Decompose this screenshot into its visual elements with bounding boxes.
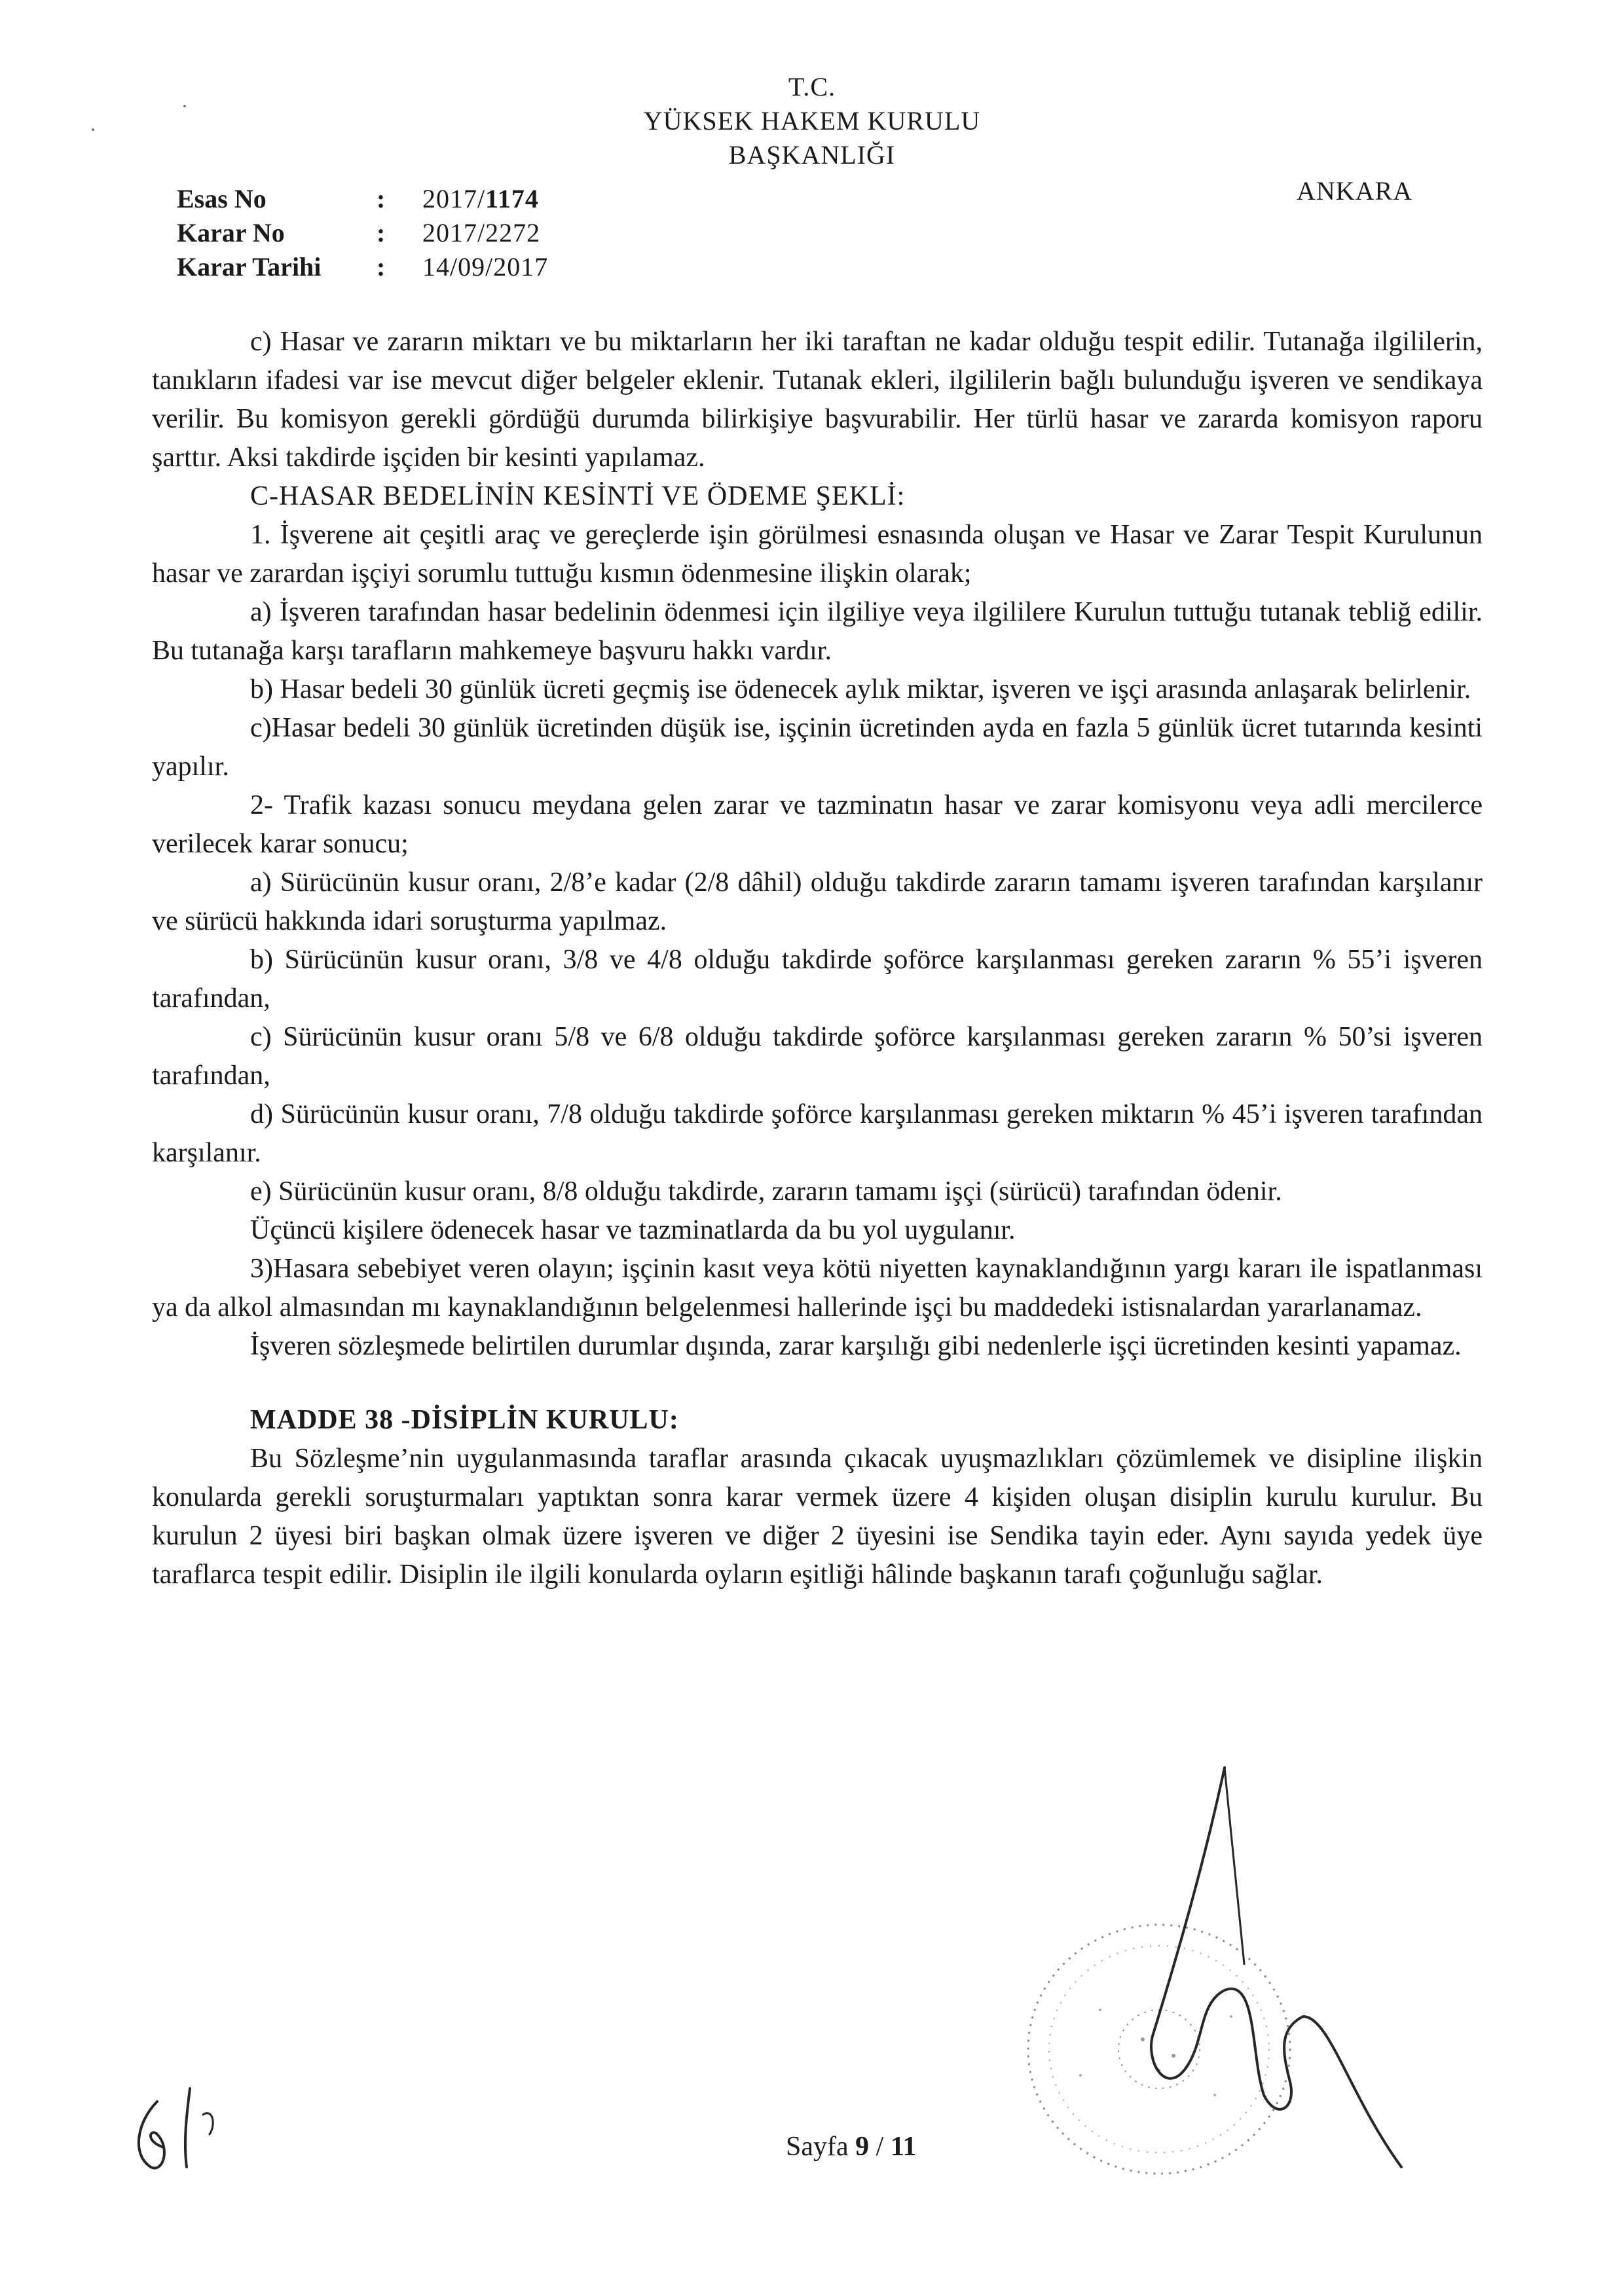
page-separator: / (876, 2132, 884, 2162)
paragraph-item-2c: c) Sürücünün kusur oranı 5/8 ve 6/8 olduğu takdirde şoförce karşılanması gereken zararın % 50’si işveren tarafından, (152, 1022, 1483, 1091)
header-presidency: BAŞKANLIĞI (728, 140, 896, 170)
karar-label: Karar No (177, 218, 285, 247)
paragraph-item-1b: b) Hasar bedeli 30 günlük ücreti geçmiş ise ödenecek aylık miktar, işveren ve işçi arasında anlaşarak belirlenir. (250, 674, 1471, 704)
case-metadata (177, 182, 548, 284)
initials-signature (118, 2075, 242, 2180)
page-current: 9 (855, 2132, 870, 2162)
paragraph-employer-deduction: İşveren sözleşmede belirtilen durumlar dışında, zarar karşılığı gibi nedenlerle işçi ücretinden kesinti yapamaz. (250, 1331, 1462, 1361)
paragraph-item-1: 1. İşverene ait çeşitli araç ve gereçlerde işin görülmesi esnasında oluşan ve Hasar ve Zarar Tespit Kurulunun hasar ve zarardan işçiyi sorumlu tuttuğu kısmın ödenmesine ilişkin olarak; (152, 520, 1483, 589)
tarih-value: 14/09/2017 (422, 252, 549, 282)
paragraph-item-1c: c)Hasar bedeli 30 günlük ücretinden düşük ise, işçinin ücretinden ayda en fazla 5 günlük ücret tutarında kesinti yapılır. (152, 713, 1483, 782)
esas-value (422, 182, 539, 216)
esas-separator: : (377, 184, 386, 213)
header-city: ANKARA (1297, 176, 1413, 206)
karar-row (177, 216, 548, 250)
page-total: 11 (890, 2132, 917, 2162)
page-prefix: Sayfa (786, 2132, 849, 2162)
paragraph-item-2e: e) Sürücünün kusur oranı, 8/8 olduğu takdirde, zararın tamamı işçi (sürücü) tarafından ödenir. (250, 1176, 1282, 1207)
section-heading-damage-payment: C-HASAR BEDELİNİN KESİNTİ VE ÖDEME ŞEKLİ: (250, 481, 906, 511)
karar-separator: : (377, 218, 386, 247)
paragraph-article-38: Bu Sözleşme’nin uygulanmasında taraflar arasında çıkacak uyuşmazlıkları çözümlemek ve disipline ilişkin konularda gerekli soruşturmaları yaptıktan sonra karar vermek üzere 4 kişiden oluşan disiplin kurulu kurulur. Bu kurulun 2 üyesi biri başkan olmak üzere işveren ve diğer 2 üyesini ise Sendika tayin eder. Aynı sayıda yedek üye taraflarca tespit edilir. Disiplin ile ilgili konularda oyların eşitliği hâlinde başkanın tarafı çoğunluğu sağlar. (152, 1444, 1483, 1590)
esas-value-bold: 1174 (485, 184, 539, 213)
esas-row (177, 182, 548, 216)
article-38-heading: MADDE 38 -DİSİPLİN KURULU: (250, 1405, 679, 1435)
esas-value-plain: 2017/ (422, 184, 486, 213)
paragraph-item-2: 2- Trafik kazası sonucu meydana gelen zarar ve tazminatın hasar ve zarar komisyonu veya adli mercilerce verilecek karar sonucu; (152, 790, 1483, 859)
esas-label: Esas No (177, 184, 267, 213)
tarih-label: Karar Tarihi (177, 252, 322, 282)
document-body (152, 323, 1483, 1594)
tarih-row (177, 250, 548, 284)
paragraph-item-3: 3)Hasara sebebiyet veren olayın; işçinin kasıt veya kötü niyetten kaynaklandığının yargı kararı ile ispatlanması ya da alkol almasından mı kaynaklandığının belgelenmesi hallerinde işçi bu maddedeki istisnalardan yararlanamaz. (152, 1254, 1483, 1322)
paragraph-third-parties: Üçüncü kişilere ödenecek hasar ve tazminatlarda da bu yol uygulanır. (250, 1215, 1016, 1245)
paragraph-item-1a: a) İşveren tarafından hasar bedelinin ödenmesi için ilgiliye veya ilgililere Kurulun tuttuğu tutanak tebliğ edilir. Bu tutanağa karşı tarafların mahkemeye başvuru hakkı vardır. (152, 597, 1483, 666)
karar-value: 2017/2272 (422, 218, 541, 247)
scan-specks (79, 92, 210, 144)
paragraph-item-2d: d) Sürücünün kusur oranı, 7/8 olduğu takdirde şoförce karşılanması gereken miktarın % 45’i işveren tarafından karşılanır. (152, 1099, 1483, 1168)
paragraph-damage-report: c) Hasar ve zararın miktarı ve bu miktarların her iki taraftan ne kadar olduğu tespit edilir. Tutanağa ilgililerin, tanıkların ifadesi var ise mevcut diğer belgeler eklenir. Tutanak ekleri, ilgililerin bağlı bulunduğu işveren ve sendikaya verilir. Bu komisyon gerekli gördüğü durumda bilirkişiye başvurabilir. Her türlü hasar ve zararda komisyon raporu şarttır. Aksi takdirde işçiden bir kesinti yapılamaz. (152, 327, 1483, 473)
page-number (786, 2131, 917, 2162)
tarih-separator: : (377, 252, 386, 282)
header-tc: T.C. (788, 72, 836, 101)
paragraph-item-2b: b) Sürücünün kusur oranı, 3/8 ve 4/8 olduğu takdirde şoförce karşılanması gereken zararın % 55’i işveren tarafından, (152, 945, 1483, 1013)
paragraph-item-2a: a) Sürücünün kusur oranı, 2/8’e kadar (2/8 dâhil) olduğu takdirde zararın tamamı işveren tarafından karşılanır ve sürücü hakkında idari soruşturma yapılmaz. (152, 867, 1483, 936)
header-institution: YÜKSEK HAKEM KURULU (643, 106, 981, 136)
signature-right (1126, 1755, 1421, 2174)
